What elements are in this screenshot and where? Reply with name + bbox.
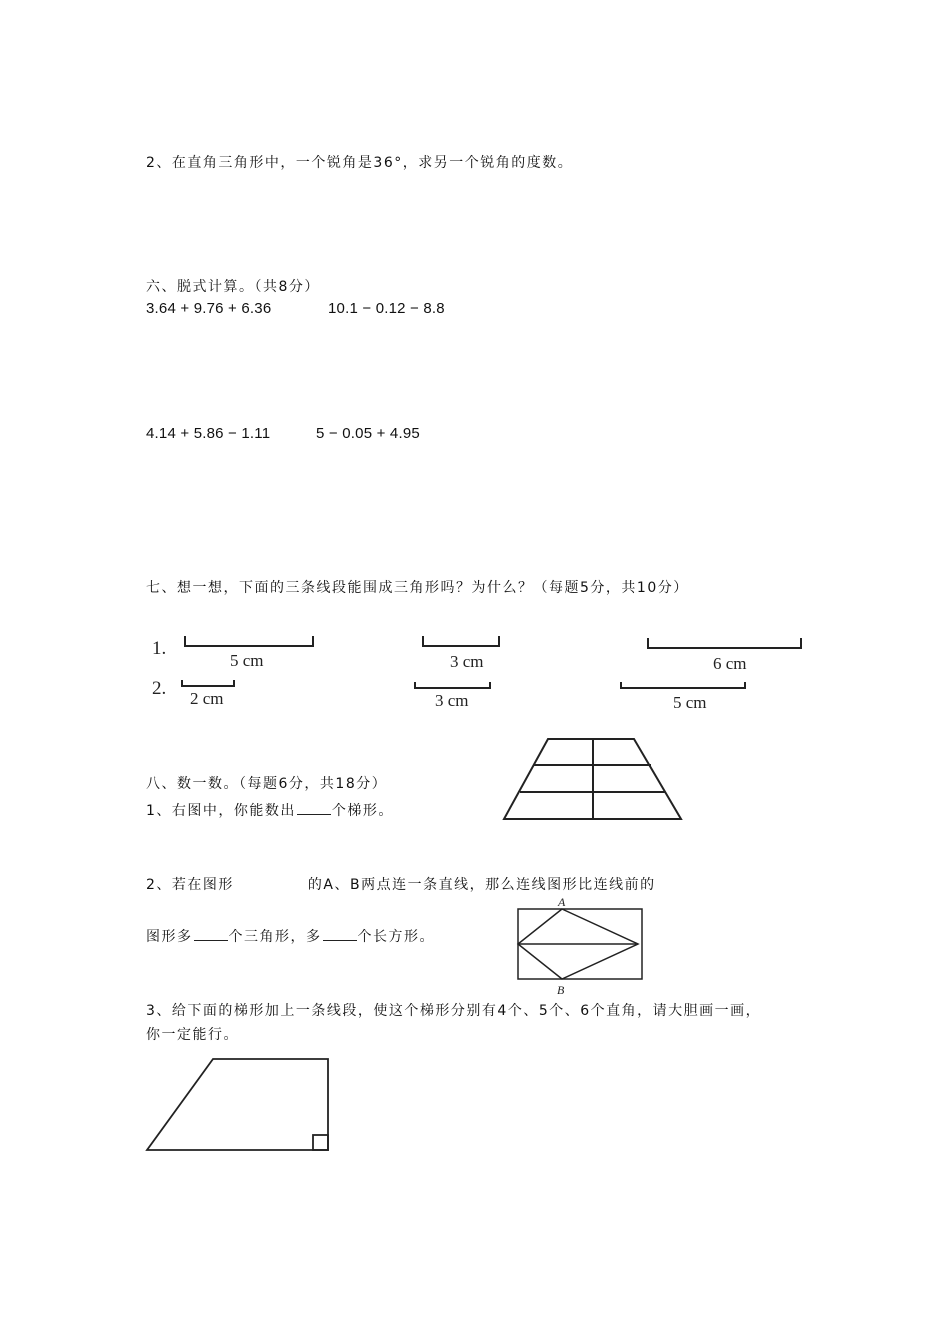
q1-suffix: 个梯形。 bbox=[331, 803, 394, 819]
row2-label: 2. bbox=[152, 678, 167, 699]
rectangle-rhombus-figure bbox=[512, 895, 648, 999]
q2-line1-a: 2、若在图形 bbox=[146, 877, 234, 893]
expression-2: 10.1 − 0.12 − 8.8 bbox=[328, 300, 445, 317]
segment-row1-b bbox=[423, 636, 499, 646]
segments-figure bbox=[140, 628, 820, 718]
segment-row2-a-label: 2 cm bbox=[190, 689, 224, 708]
expression-4: 5 − 0.05 + 4.95 bbox=[316, 425, 420, 442]
answer-blank-trapezoids[interactable] bbox=[297, 802, 331, 815]
section8-title: 八、数一数。（每题6分，共18分） bbox=[146, 776, 388, 792]
question-count-trapezoids bbox=[146, 800, 394, 820]
segment-row2-b-label: 3 cm bbox=[435, 691, 469, 710]
segment-row1-a bbox=[185, 636, 313, 646]
segment-row2-c bbox=[621, 682, 745, 688]
right-trapezoid-figure[interactable] bbox=[143, 1055, 333, 1155]
trapezoid-grid-figure bbox=[500, 735, 686, 825]
section6-title: 六、脱式计算。（共8分） bbox=[146, 279, 320, 295]
expression-1: 3.64 + 9.76 + 6.36 bbox=[146, 300, 272, 317]
segment-row1-a-label: 5 cm bbox=[230, 651, 264, 670]
point-b-label: B bbox=[557, 983, 565, 997]
q2-line2-a: 图形多 bbox=[146, 929, 193, 945]
question-connect-ab-line1 bbox=[146, 874, 656, 894]
question-right-angles-line2: 你一定能行。 bbox=[146, 1027, 239, 1043]
q2-line2-c: 个长方形。 bbox=[357, 929, 435, 945]
answer-blank-rectangles[interactable] bbox=[323, 928, 357, 941]
section7-title: 七、想一想，下面的三条线段能围成三角形吗？为什么？（每题5分，共10分） bbox=[146, 580, 689, 596]
segment-row2-a bbox=[182, 680, 234, 686]
q1-prefix: 1、右图中，你能数出 bbox=[146, 803, 296, 819]
segment-row2-b bbox=[415, 682, 490, 688]
q2-line2-b: 个三角形，多 bbox=[228, 929, 322, 945]
expression-3: 4.14 + 5.86 − 1.11 bbox=[146, 425, 271, 442]
question-right-angles-line1: 3、给下面的梯形加上一条线段，使这个梯形分别有4个、5个、6个直角，请大胆画一画， bbox=[146, 1003, 762, 1019]
right-angle-marker bbox=[313, 1135, 328, 1150]
row1-label: 1. bbox=[152, 638, 167, 659]
q2-line1-b: 的A、B两点连一条直线，那么连线图形比连线前的 bbox=[307, 877, 656, 893]
point-a-label: A bbox=[558, 895, 566, 909]
segment-row1-b-label: 3 cm bbox=[450, 652, 484, 671]
segment-row2-c-label: 5 cm bbox=[673, 693, 707, 712]
segment-row1-c bbox=[648, 638, 801, 648]
answer-blank-triangles[interactable] bbox=[194, 928, 228, 941]
question-connect-ab-line2 bbox=[146, 926, 435, 946]
question-right-triangle: 2、在直角三角形中，一个锐角是36°，求另一个锐角的度数。 bbox=[146, 155, 574, 171]
segment-row1-c-label: 6 cm bbox=[713, 654, 747, 673]
